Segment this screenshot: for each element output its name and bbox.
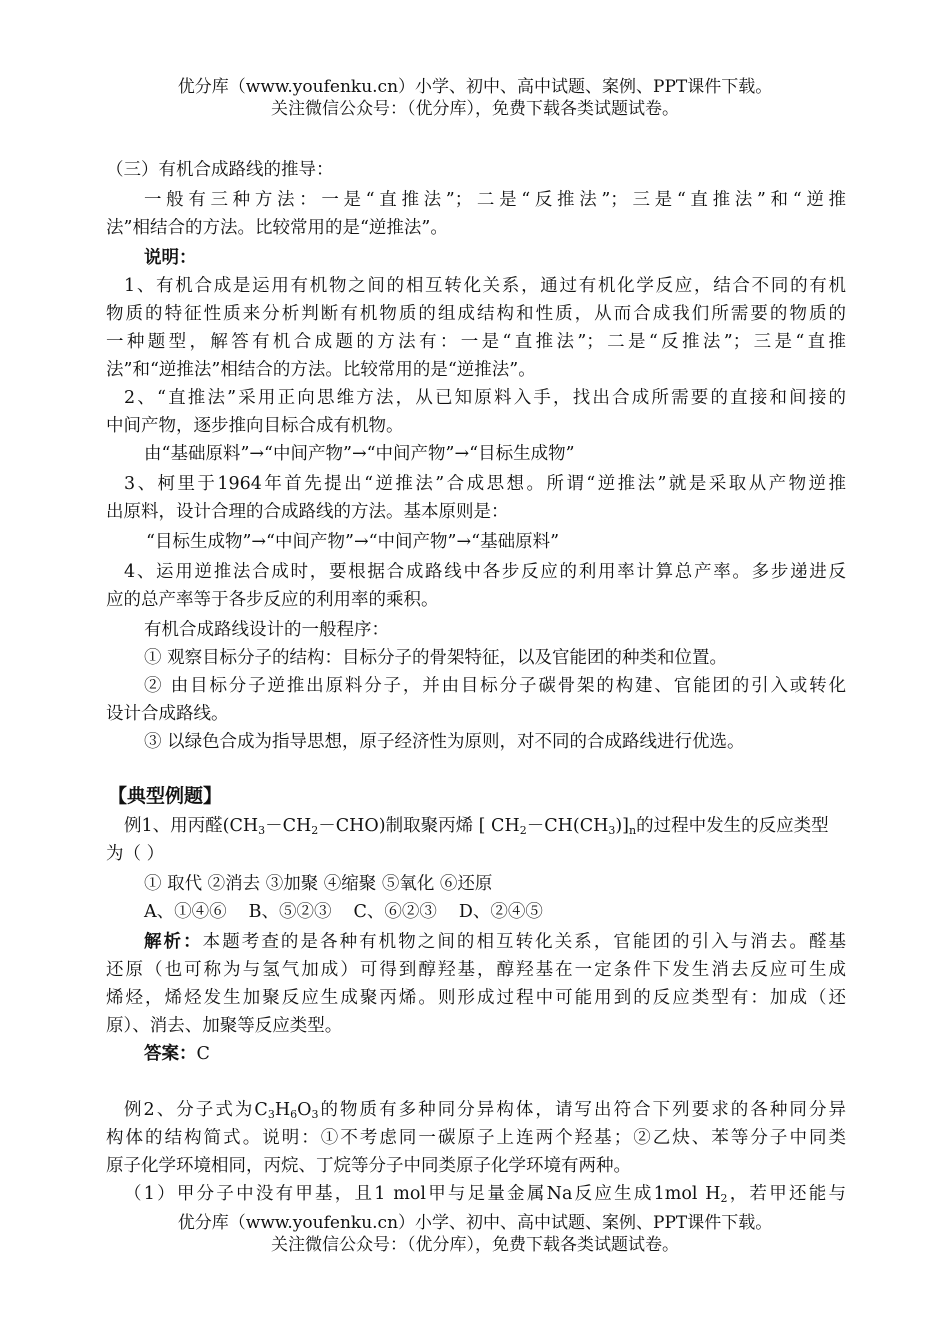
example2-question-1: （1）甲分子中没有甲基，且1 mol甲与足量金属Na反应生成1mol $H_2$，若甲还能与	[124, 1184, 847, 1205]
page-header-line2: 关注微信公众号：（优分库），免费下载各类试题试卷。	[271, 99, 679, 119]
point3-line-2: 出原料，设计合理的合成路线的方法。基本原则是：	[106, 502, 509, 522]
intro-line-1: 一般有三种方法：一是“直推法”；二是“反推法”；三是“直推法”和“逆推	[144, 190, 846, 210]
choice-b: B、⑤②③	[248, 902, 332, 922]
choice-d: D、②④⑤	[458, 902, 543, 922]
example2-line-3: 原子化学环境相同，丙烷、丁烷等分子中同类原子化学环境有两种。	[106, 1156, 631, 1176]
example1-analysis-line-4: 原）、消去、加聚等反应类型。	[106, 1016, 343, 1036]
example1-analysis-line-3: 烯烃，烯烃发生加聚反应生成聚丙烯。则形成过程中可能用到的反应类型有：加成（还	[106, 988, 846, 1008]
example1-question-line-2: 为（ ）	[106, 844, 165, 864]
point1-line-1: 1、有机合成是运用有机物之间的相互转化关系，通过有机化学反应，结合不同的有机	[124, 276, 846, 296]
point1-line-2: 物质的特征性质来分析判断有机物质的组成结构和性质，从而合成我们所需要的物质的	[106, 304, 846, 324]
procedure-step-3: ③ 以绿色合成为指导思想，原子经济性为原则，对不同的合成路线进行优选。	[144, 732, 745, 752]
procedure-step-2-line-1: ② 由目标分子逆推出原料分子，并由目标分子碳骨架的构建、官能团的引入或转化	[144, 676, 846, 696]
page-footer-line1: 优分库（www.youfenku.cn）小学、初中、高中试题、案例、PPT课件下载。	[177, 1213, 773, 1233]
example1-question-line-1: 例1、用丙醛$(CH_3-CH_2-CHO)$制取聚丙烯 [ $CH_2-CH(CH_3)]_n$的过程中发生的反应类型	[124, 816, 829, 837]
example2-line-2: 构体的结构简式。说明：①不考虑同一碳原子上连两个羟基；②乙炔、苯等分子中同类	[106, 1128, 846, 1148]
example1-choices	[144, 900, 543, 924]
procedure-title: 有机合成路线设计的一般程序：	[144, 620, 389, 640]
example1-reaction-options: ① 取代 ②消去 ③加聚 ④缩聚 ⑤氧化 ⑥还原	[144, 874, 493, 894]
point4-line-2: 应的总产率等于各步反应的利用率的乘积。	[106, 590, 439, 610]
point2-line-2: 中间产物，逐步推向目标合成有机物。	[106, 416, 404, 436]
point3-line-1: 3、柯里于1964年首先提出“逆推法”合成思想。所谓“逆推法”就是采取从产物逆推	[124, 474, 846, 494]
page-header-line1: 优分库（www.youfenku.cn）小学、初中、高中试题、案例、PPT课件下载。	[177, 77, 773, 97]
intro-line-2: 法”相结合的方法。比较常用的是“逆推法”。	[106, 218, 448, 238]
choice-a: A、①④⑥	[144, 902, 227, 922]
section-title: （三）有机合成路线的推导：	[106, 160, 334, 180]
procedure-step-2-line-2: 设计合成路线。	[106, 704, 229, 724]
choice-c: C、⑥②③	[353, 902, 437, 922]
point1-line-4: 法”和“逆推法”相结合的方法。比较常用的是“逆推法”。	[106, 360, 536, 380]
example1-analysis-line-1: 解析：本题考查的是各种有机物之间的相互转化关系，官能团的引入与消去。醛基	[144, 932, 846, 952]
reverse-flow: “目标生成物”→“中间产物”→“中间产物”→“基础原料”	[146, 532, 560, 552]
point4-line-1: 4、运用逆推法合成时，要根据合成路线中各步反应的利用率计算总产率。多步递进反	[124, 562, 846, 582]
page-footer-line2: 关注微信公众号：（优分库），免费下载各类试题试卷。	[271, 1235, 679, 1255]
examples-heading: 【典型例题】	[108, 785, 223, 807]
forward-flow: 由“基础原料”→“中间产物”→“中间产物”→“目标生成物”	[144, 444, 575, 464]
procedure-step-1: ① 观察目标分子的结构：目标分子的骨架特征，以及官能团的种类和位置。	[144, 648, 728, 668]
point1-line-3: 一种题型，解答有机合成题的方法有：一是“直推法”；二是“反推法”；三是“直推	[106, 332, 846, 352]
note-label: 说明：	[144, 248, 197, 268]
example1-answer: 答案：C	[144, 1044, 210, 1064]
example1-analysis-line-2: 还原（也可称为与氢气加成）可得到醇羟基，醇羟基在一定条件下发生消去反应可生成	[106, 960, 846, 980]
example2-line-1: 例2、分子式为$C_3H_6O_3$的物质有多种同分异构体，请写出符合下列要求的各种同分异	[124, 1100, 847, 1121]
point2-line-1: 2、“直推法”采用正向思维方法，从已知原料入手，找出合成所需要的直接和间接的	[124, 388, 846, 408]
